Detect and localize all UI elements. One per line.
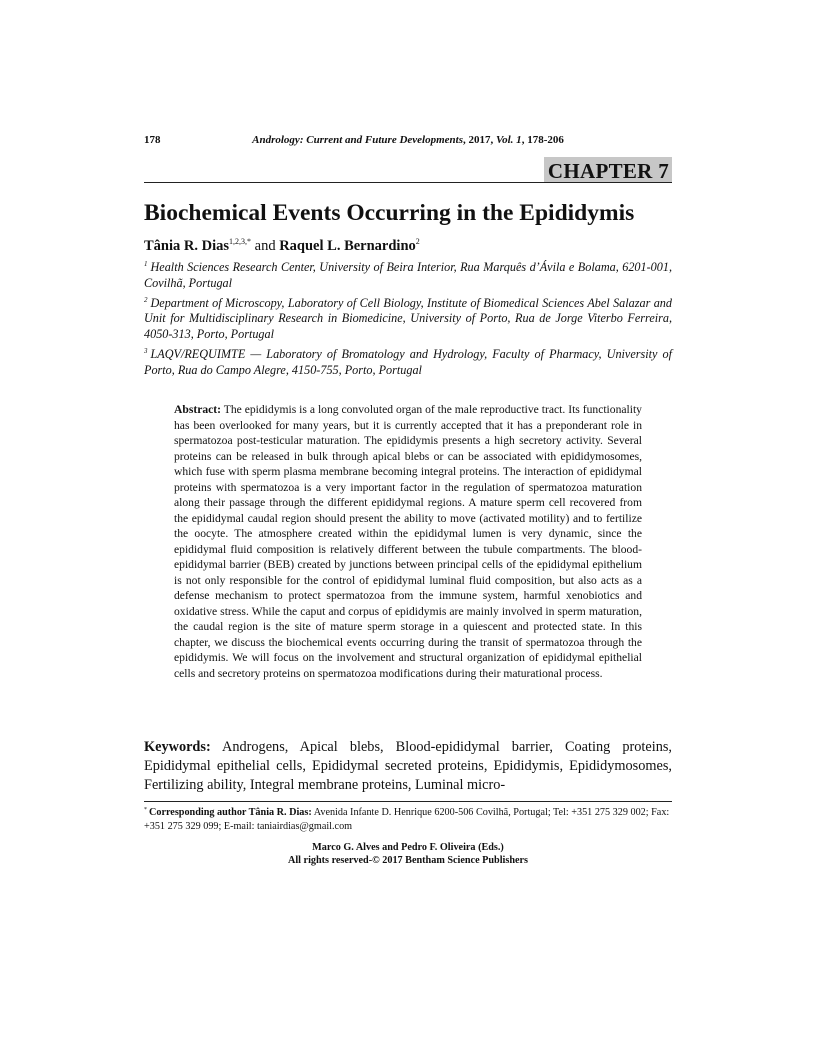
- author-1: Tânia R. Dias: [144, 238, 230, 254]
- keywords: [144, 738, 672, 795]
- footnote-text: Avenida Infante D. Henrique 6200-506 Covilhã, Portugal; Tel: +351 275 329 002; Fax: +351 275 329 099; E-mail: taniairdias@gmail.com: [144, 807, 670, 832]
- journal-year: , 2017,: [463, 134, 496, 146]
- journal-title: Andrology: Current and Future Developments: [252, 134, 463, 146]
- affiliation-text: LAQV/REQUIMTE — Laboratory of Bromatology and Hydrology, Faculty of Pharmacy, University of Porto, Rua do Campo Alegre, 4150-755, Porto, Portugal: [144, 346, 672, 377]
- affiliation-1: [144, 260, 672, 292]
- footnote-label: Corresponding author Tânia R. Dias:: [149, 807, 312, 818]
- affiliation-number: 1: [144, 259, 148, 268]
- chapter-label: CHAPTER 7: [544, 157, 672, 183]
- journal-pages: , 178-206: [521, 134, 564, 146]
- abstract-text: The epididymis is a long convoluted organ of the male reproductive tract. Its functionality has been overlooked for many years, but it is currently accepted that it has a preponderant role in spermatozoa post-testicular maturation. The epididymis presents a high secretory activity. Several proteins can be released in bulk through apical blebs or can be associated with epididymosomes, which fuse with sperm plasma membrane becoming integral proteins. The interaction of epididymal proteins with spermatozoa is a very important factor in the regulation of spermatozoa maturation along their passage through the different epididymal regions. A mature sperm cell recovered from the epididymal caudal region should present the ability to move (activated motility) and to fertilize the oocyte. The atmosphere created within the epididymal lumen is very dynamic, since the epididymal fluid composition is relatively different between the tubule compartments. The blood-epididymal barrier (BEB) created by junctions between principal cells of the epididymal epithelium is not only responsible for the control of epididymal luminal fluid composition, but also acts as a defense mechanism to protect spermatozoa from the immune system, harmful xenobiotics and oxidative stress. While the caput and corpus of epididymis are mainly involved in sperm maturation, the caudal region is the site of mature sperm storage in a quiescent and protected state. In this chapter, we discuss the biochemical events occurring during the transit of spermatozoa through the epididymis. We will focus on the involvement and structural organization of epididymal epithelial cells and secretory proteins on spermatozoa modifications during their maturational process.: [174, 403, 642, 680]
- footnote-mark: *: [144, 806, 147, 813]
- editors-line: Marco G. Alves and Pedro F. Oliveira (Eds.): [312, 842, 504, 853]
- header-rule: [144, 182, 672, 183]
- affiliations: [144, 260, 672, 383]
- author-2-affil-marks: 2: [415, 237, 420, 247]
- publisher-block: [144, 841, 672, 867]
- author-connector: and: [251, 238, 280, 254]
- journal-volume: Vol. 1: [496, 134, 522, 146]
- affiliation-text: Department of Microscopy, Laboratory of Cell Biology, Institute of Biomedical Sciences Abel Salazar and Unit for Multidisciplinary Research in Biomedicine, University of Porto, Rua de Jorge Viterbo Ferreira, 4050-313, Porto, Portugal: [144, 295, 672, 342]
- author-1-affil-marks: 1,2,3,*: [229, 237, 252, 247]
- chapter-title: Biochemical Events Occurring in the Epididymis: [144, 200, 635, 226]
- abstract: [174, 402, 642, 681]
- journal-citation: [144, 134, 672, 146]
- page-number: 178: [144, 134, 161, 146]
- affiliation-number: 2: [144, 295, 148, 304]
- rights-line: All rights reserved-© 2017 Bentham Science Publishers: [287, 855, 529, 866]
- footnote-rule: [144, 801, 672, 802]
- affiliation-3: [144, 347, 672, 379]
- affiliation-text: Health Sciences Research Center, University of Beira Interior, Rua Marquês d’Ávila e Bolama, 6201-001, Covilhã, Portugal: [144, 260, 672, 290]
- affiliation-2: [144, 296, 672, 343]
- authors-line: [144, 237, 672, 255]
- corresponding-author-footnote: [144, 806, 672, 833]
- abstract-label: Abstract:: [174, 403, 222, 416]
- author-2: Raquel L. Bernardino: [279, 238, 416, 254]
- running-head: [144, 134, 672, 150]
- affiliation-number: 3: [144, 346, 148, 355]
- keywords-text: Androgens, Apical blebs, Blood-epididymal barrier, Coating proteins, Epididymal epithelial cells, Epididymal secreted proteins, Epididymis, Epididymosomes, Fertilizing ability, Integral membrane proteins, Luminal micro-: [144, 739, 672, 793]
- keywords-label: Keywords:: [144, 739, 211, 755]
